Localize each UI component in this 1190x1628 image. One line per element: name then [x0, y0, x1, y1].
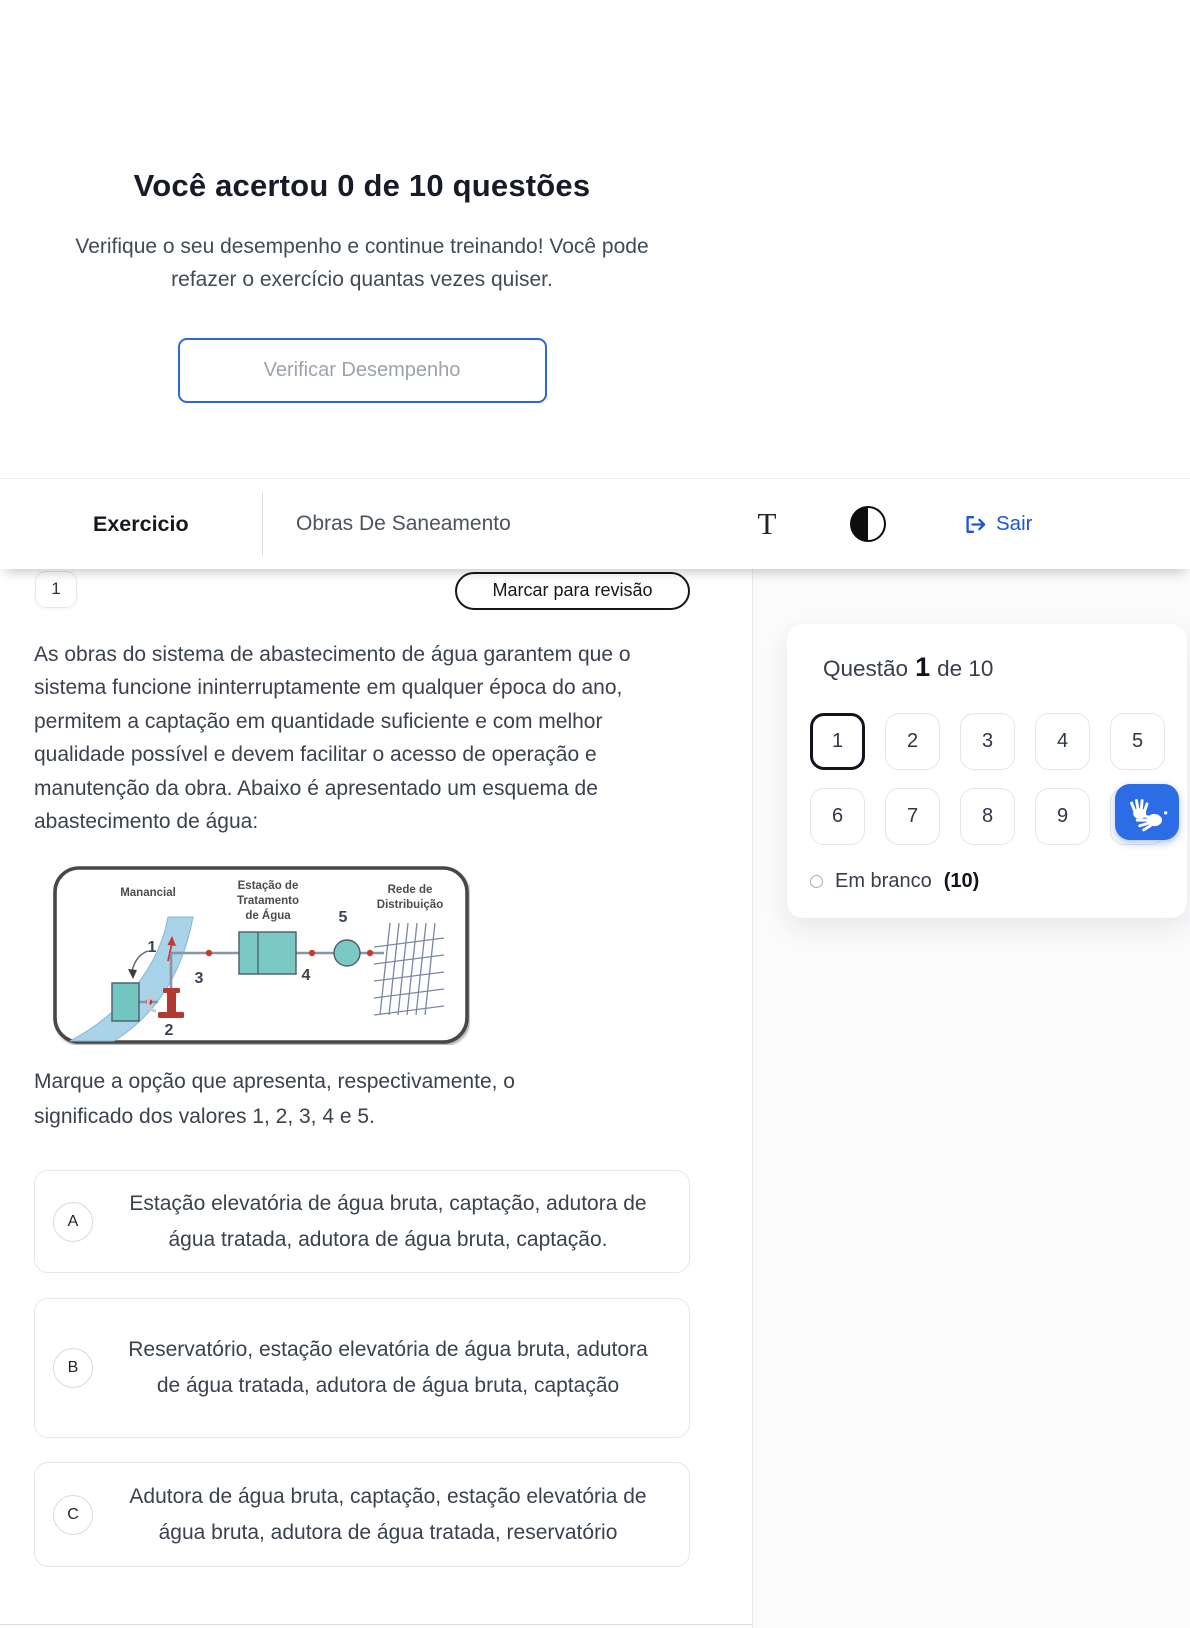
question-nav-button-9[interactable]: 9 [1035, 788, 1090, 845]
exit-button[interactable] [964, 479, 1032, 569]
label-treatment-2: Tratamento [237, 895, 299, 907]
question-nav-button-2[interactable]: 2 [885, 713, 940, 770]
diagram-number-3: 3 [194, 970, 204, 987]
diagram-number-2: 2 [164, 1022, 174, 1039]
captation-box [112, 983, 139, 1021]
blank-count: (10) [943, 870, 980, 892]
question-panel [0, 568, 752, 1628]
navigator-title-suffix: de 10 [937, 656, 994, 681]
option-letter-badge: A [53, 1202, 93, 1242]
label-network-2: Distribuição [376, 899, 444, 911]
question-number-badge: 1 [35, 571, 77, 608]
question-nav-button-6[interactable]: 6 [810, 788, 865, 845]
option-letter-badge: B [53, 1348, 93, 1388]
question-nav-button-4[interactable]: 4 [1035, 713, 1090, 770]
label-treatment-3: de Água [245, 910, 291, 922]
diagram-number-5: 5 [338, 909, 348, 926]
answer-option-c[interactable] [34, 1462, 690, 1567]
toolbar-section-label: Exercicio [93, 512, 189, 536]
toolbar-course-label: Obras De Saneamento [296, 512, 511, 535]
question-prompt: Marque a opção que apresenta, respectivamente, o significado dos valores 1, 2, 3, 4 e 5. [34, 1070, 515, 1128]
bottom-border [0, 1624, 752, 1625]
question-nav-button-3[interactable]: 3 [960, 713, 1015, 770]
question-navigator-card [787, 624, 1187, 918]
question-nav-button-1[interactable]: 1 [810, 713, 865, 770]
option-text: Estação elevatória de água bruta, captação, adutora de água tratada, adutora de água bruta, captação. [129, 1191, 647, 1251]
result-subtitle-line1: Verifique o seu desempenho e continue treinando! Você pode [75, 235, 649, 258]
sign-language-hands-icon [1121, 789, 1173, 835]
contrast-icon[interactable] [850, 506, 886, 542]
question-nav-button-5[interactable]: 5 [1110, 713, 1165, 770]
option-text: Adutora de água bruta, captação, estação elevatória de água bruta, adutora de água tratada, reservatório [129, 1484, 647, 1544]
result-subtitle [0, 230, 724, 296]
answer-option-a[interactable] [34, 1170, 690, 1273]
result-title: Você acertou 0 de 10 questões [133, 168, 591, 203]
exit-label: Sair [996, 512, 1033, 535]
navigator-panel [753, 568, 1190, 1628]
option-text: Reservatório, estação elevatória de água bruta, adutora de água tratada, adutora de água bruta, captação [128, 1338, 648, 1397]
exit-icon [964, 514, 987, 535]
question-nav-button-7[interactable]: 7 [885, 788, 940, 845]
font-size-icon[interactable]: T [757, 506, 777, 541]
navigator-title [823, 652, 993, 683]
toolbar [0, 478, 1190, 569]
water-supply-diagram [52, 865, 470, 1045]
navigator-title-prefix: Questão [823, 656, 909, 681]
label-manancial: Manancial [120, 887, 176, 899]
result-section [0, 0, 724, 478]
label-treatment-1: Estação de [237, 880, 299, 892]
question-text: As obras do sistema de abastecimento de água garantem que o sistema funcione ininterruptamente em qualquer época do ano, permitem a captação em quantidade suficiente e com melhor qualidade possível e devem facilitar o acesso de operação e manutenção da obra. Abaixo é apresentado um esquema de abastecimento de água: [34, 643, 631, 834]
question-nav-button-8[interactable]: 8 [960, 788, 1015, 845]
navigator-current-number: 1 [915, 652, 931, 682]
verify-performance-button[interactable]: Verificar Desempenho [178, 338, 547, 403]
reservoir-circle [334, 940, 360, 966]
diagram-number-4: 4 [301, 967, 311, 984]
libras-accessibility-button[interactable] [1115, 784, 1179, 840]
option-letter-badge: C [53, 1495, 93, 1535]
result-subtitle-line2: refazer o exercício quantas vezes quiser. [171, 268, 553, 291]
treatment-plant-box [239, 932, 296, 974]
diagram-number-1: 1 [147, 939, 157, 956]
label-network-1: Rede de [387, 884, 433, 896]
answer-option-b[interactable] [34, 1298, 690, 1438]
toolbar-divider [262, 492, 263, 556]
blank-label: Em branco [835, 870, 932, 892]
blank-questions-legend [810, 870, 979, 893]
blank-status-icon [810, 875, 823, 888]
mark-for-review-button[interactable]: Marcar para revisão [455, 572, 690, 610]
